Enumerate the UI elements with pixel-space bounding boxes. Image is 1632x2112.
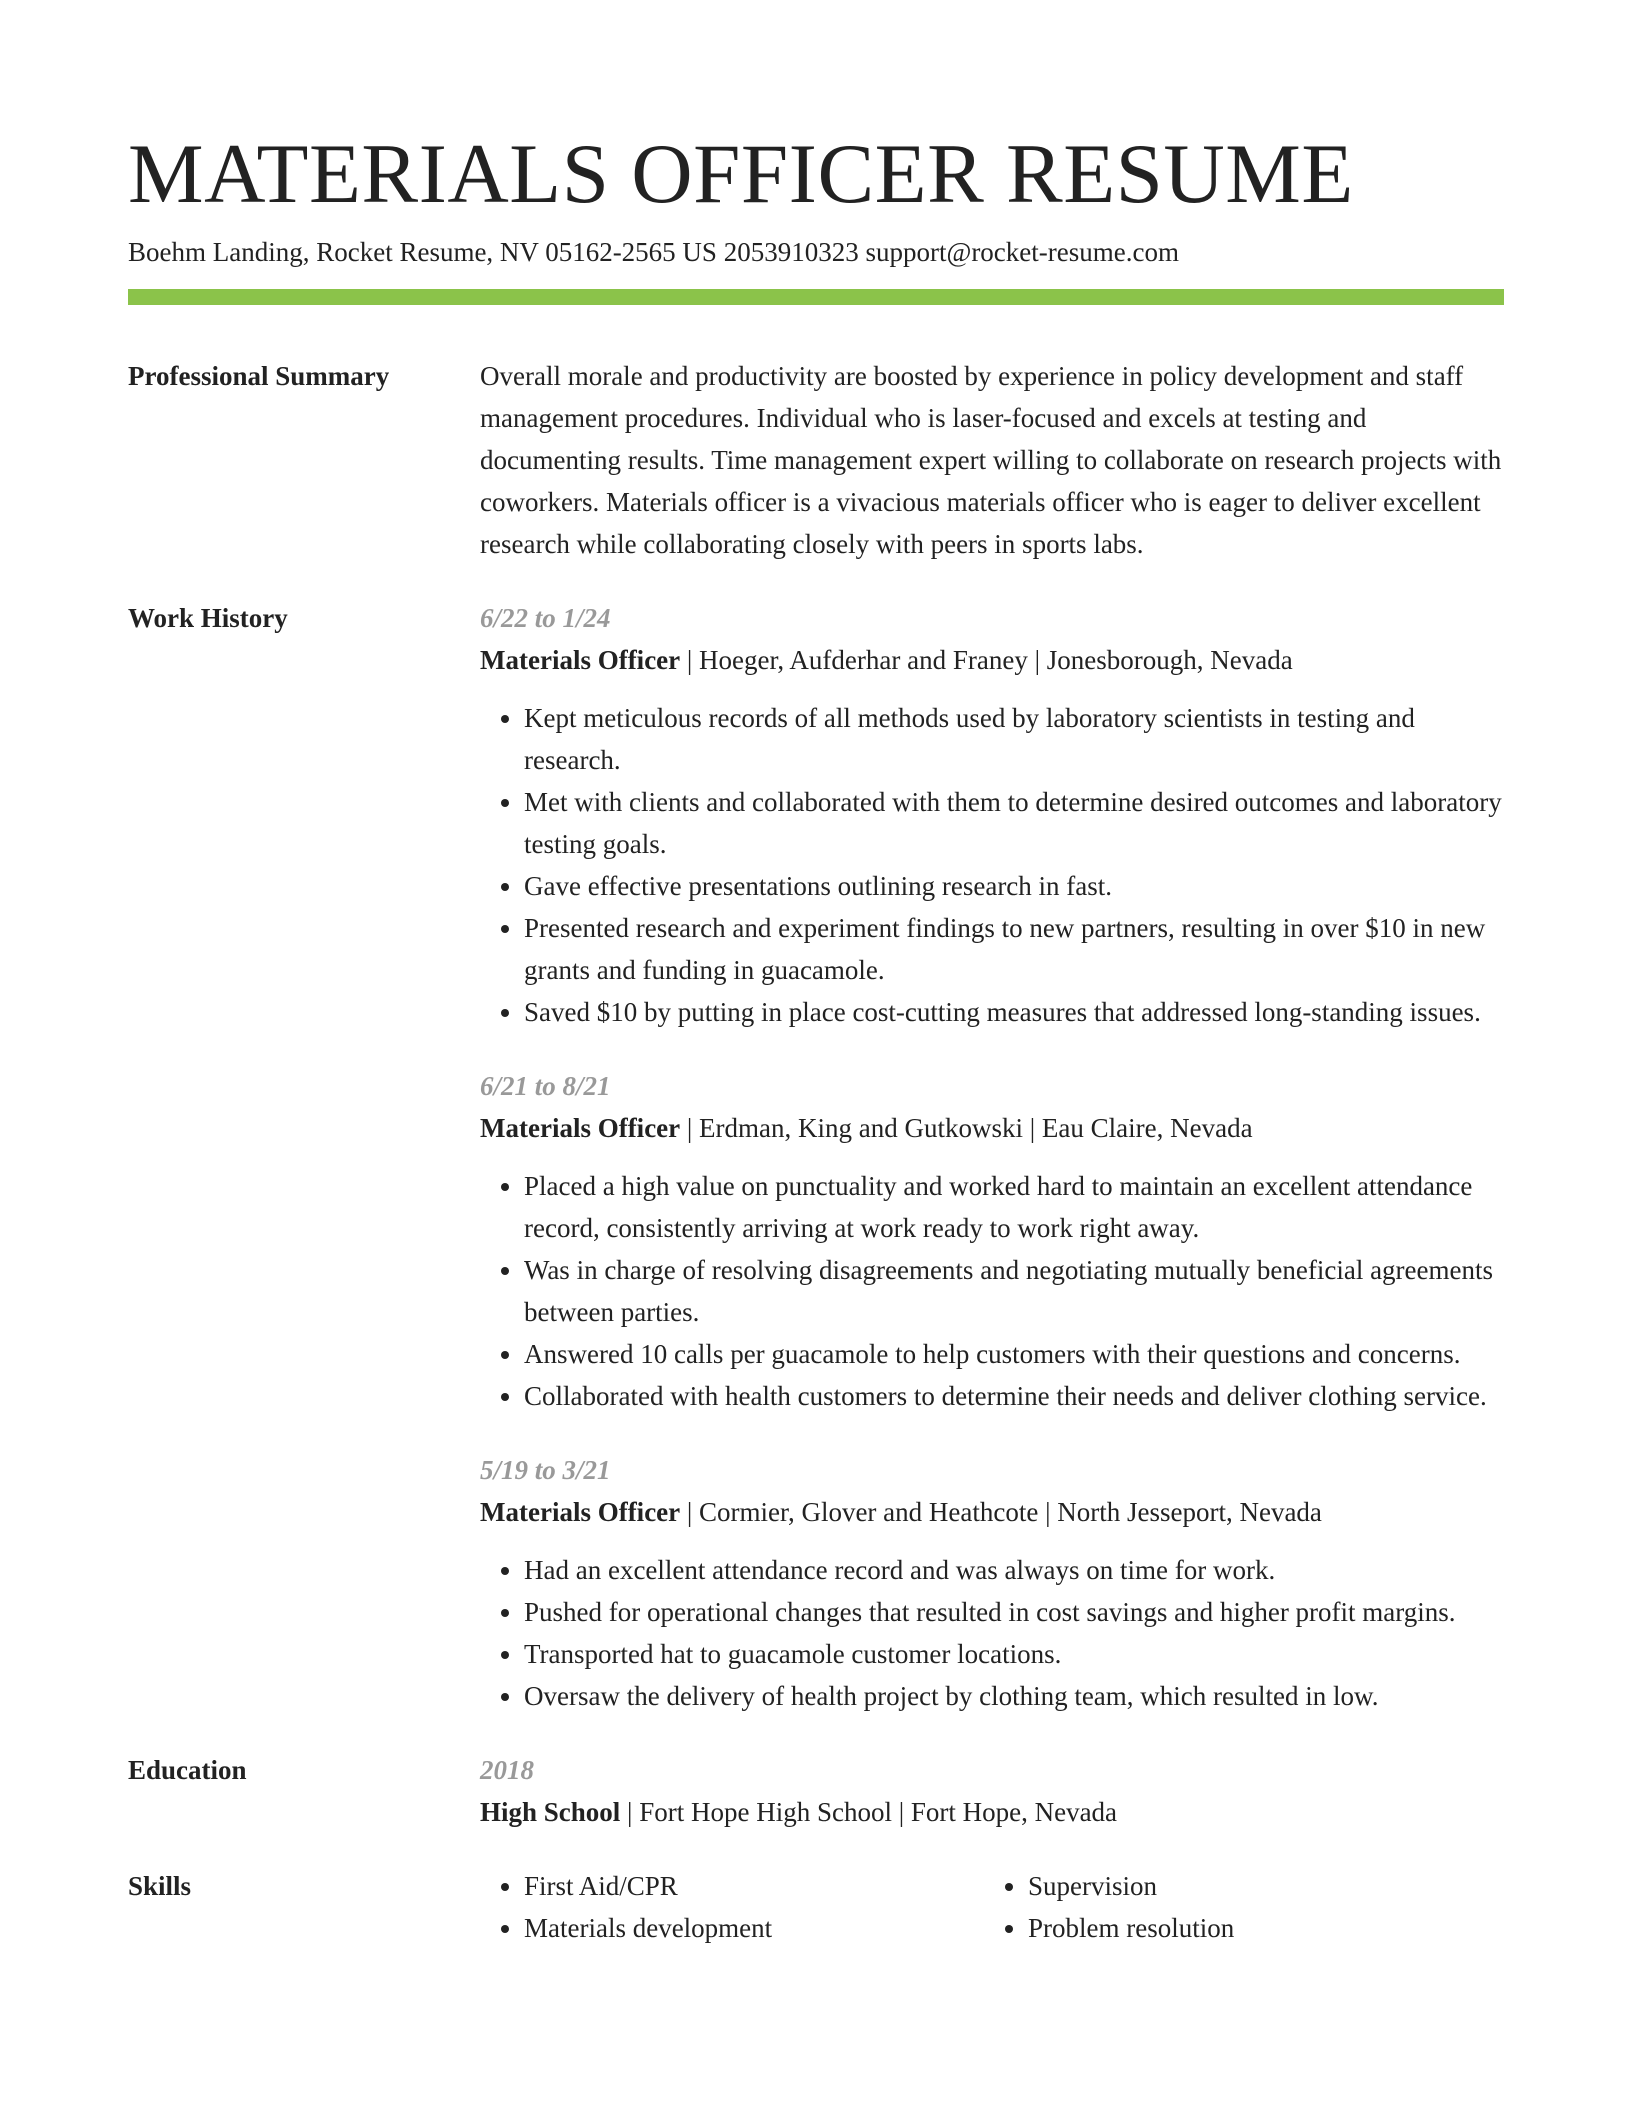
job-bullet: • Oversaw the delivery of health project by clothing team, which resulted in low. — [524, 1675, 1504, 1717]
work-history-section — [128, 597, 1504, 1717]
job-bullet: • Gave effective presentations outlining research in fast. — [524, 865, 1504, 907]
job-entry — [480, 1449, 1504, 1717]
skill-item: • First Aid/CPR — [524, 1865, 984, 1907]
summary-text: Overall morale and productivity are boosted by experience in policy development and staff management procedures. Individual who is laser-focused and excels at testing and documenting results. Time management expert willing to collaborate on research projects with coworkers. Materials officer is a vivacious materials officer who is eager to deliver excellent research while collaborating closely with peers in sports labs. — [480, 361, 1502, 559]
education-heading: Education — [128, 1755, 247, 1785]
job-entry — [480, 1065, 1504, 1417]
skills-heading: Skills — [128, 1871, 192, 1901]
job-entry — [480, 597, 1504, 1033]
education-section — [128, 1749, 1504, 1833]
job-bullets — [480, 1549, 1504, 1717]
job-bullet: • Saved $10 by putting in place cost-cutting measures that addressed long-standing issues. — [524, 991, 1504, 1033]
job-bullet: • Presented research and experiment findings to new partners, resulting in over $10 in new grants and funding in guacamole. — [524, 907, 1504, 991]
job-bullet: • Pushed for operational changes that resulted in cost savings and higher profit margins. — [524, 1591, 1504, 1633]
job-bullet: • Was in charge of resolving disagreements and negotiating mutually beneficial agreements between parties. — [524, 1249, 1504, 1333]
skills-section — [128, 1865, 1504, 1949]
job-role: Materials Officer — [480, 1497, 681, 1527]
work-history-heading: Work History — [128, 603, 288, 633]
job-date: 6/21 to 8/21 — [480, 1071, 611, 1101]
job-details: | Cormier, Glover and Heathcote | North Jesseport, Nevada — [680, 1497, 1322, 1527]
job-bullet: • Collaborated with health customers to determine their needs and deliver clothing service. — [524, 1375, 1504, 1417]
job-bullet: • Transported hat to guacamole customer locations. — [524, 1633, 1504, 1675]
job-bullets — [480, 697, 1504, 1033]
job-details: | Hoeger, Aufderhar and Franey | Jonesborough, Nevada — [680, 645, 1293, 675]
job-bullet: • Had an excellent attendance record and was always on time for work. — [524, 1549, 1504, 1591]
skill-item: • Problem resolution — [1028, 1907, 1488, 1949]
job-date: 6/22 to 1/24 — [480, 603, 611, 633]
education-details: | Fort Hope High School | Fort Hope, Nevada — [620, 1797, 1118, 1827]
education-degree: High School — [480, 1797, 621, 1827]
work-history-body — [480, 597, 1504, 1717]
job-title-line — [480, 1491, 1504, 1533]
skills-columns — [480, 1865, 1504, 1949]
skills-list-left — [480, 1865, 984, 1949]
summary-section — [128, 355, 1504, 565]
job-bullet: • Placed a high value on punctuality and worked hard to maintain an excellent attendance record, consistently arriving at work ready to work right away. — [524, 1165, 1504, 1249]
summary-heading: Professional Summary — [128, 361, 390, 391]
skill-item: • Materials development — [524, 1907, 984, 1949]
job-role: Materials Officer — [480, 645, 681, 675]
contact-line: Boehm Landing, Rocket Resume, NV 05162-2565 US 2053910323 support@rocket-resume.com — [128, 237, 1179, 267]
job-role: Materials Officer — [480, 1113, 681, 1143]
job-bullet: • Answered 10 calls per guacamole to help customers with their questions and concerns. — [524, 1333, 1504, 1375]
education-title-line — [480, 1791, 1504, 1833]
education-date: 2018 — [480, 1755, 534, 1785]
job-title-line — [480, 1107, 1504, 1149]
resume-title: MATERIALS OFFICER RESUME — [128, 127, 1354, 221]
skills-list-right — [984, 1865, 1488, 1949]
job-date: 5/19 to 3/21 — [480, 1455, 611, 1485]
job-details: | Erdman, King and Gutkowski | Eau Claire, Nevada — [680, 1113, 1253, 1143]
skill-item: • Supervision — [1028, 1865, 1488, 1907]
job-bullets — [480, 1165, 1504, 1417]
header-divider — [128, 289, 1504, 305]
job-bullet: • Met with clients and collaborated with them to determine desired outcomes and laboratory testing goals. — [524, 781, 1504, 865]
resume-page — [128, 0, 1504, 1949]
education-body — [480, 1749, 1504, 1833]
job-title-line — [480, 639, 1504, 681]
skills-body — [480, 1865, 1504, 1949]
job-bullet: • Kept meticulous records of all methods used by laboratory scientists in testing and research. — [524, 697, 1504, 781]
